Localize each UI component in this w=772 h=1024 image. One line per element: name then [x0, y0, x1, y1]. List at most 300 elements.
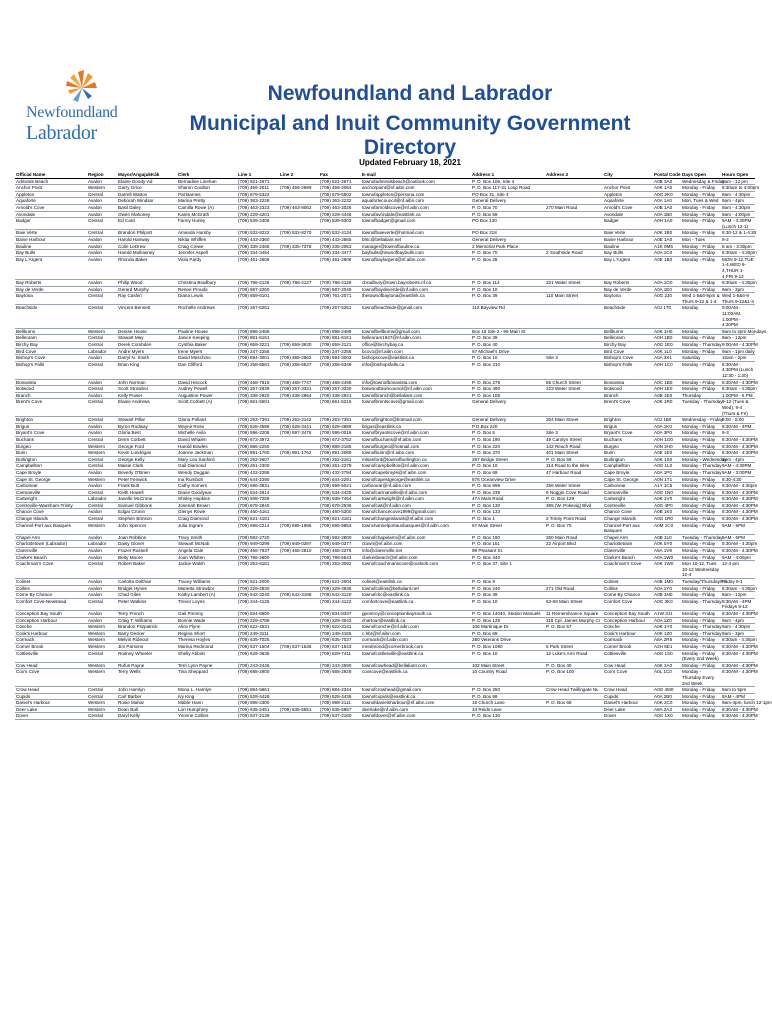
table-cell: Crow Head Twillingate NL	[545, 687, 603, 694]
table-cell: Glenys Rowe	[177, 509, 237, 516]
table-cell: Collins	[15, 585, 87, 592]
table-cell: Camilla Rowe (A)	[177, 204, 237, 211]
table-row	[15, 706, 755, 713]
table-cell[interactable]: carbonear@nf.aibn.com	[361, 483, 471, 490]
column-header: Official Name	[15, 172, 87, 178]
table-cell	[279, 489, 319, 496]
table-cell: Wednesday & Friday	[682, 178, 725, 184]
table-cell: Aquaforte	[603, 198, 653, 205]
table-cell[interactable]: deerlake@nf.aibn.com	[361, 706, 471, 713]
table-cell: (709) 622-4531	[237, 624, 279, 631]
table-cell: (709) 884-2344	[319, 687, 361, 694]
table-cell: (709) 261-2279	[319, 463, 361, 470]
table-cell: Monday - Friday	[681, 483, 721, 490]
table-cell	[279, 713, 319, 720]
table-cell: (709) 456-2064	[319, 185, 361, 192]
table-cell[interactable]: townofbranch@bellaliant.com	[361, 392, 471, 399]
table-cell: Frank Butt	[117, 483, 177, 490]
table-cell[interactable]: townofcbc@eastlink.ca	[361, 592, 471, 599]
column-header: Clerk	[177, 172, 237, 178]
table-cell[interactable]: townofavondale@eastlink.ca	[361, 211, 471, 218]
table-cell[interactable]: info@townofbonavista.com	[361, 379, 471, 386]
table-cell: 110 Main Street	[545, 293, 603, 305]
table-cell	[279, 218, 319, 230]
table-cell: Gloria Pollard	[177, 417, 237, 424]
table-row	[15, 236, 755, 243]
table-cell: David Hiscock	[177, 379, 237, 386]
table-cell: A0A 1G0	[653, 280, 681, 287]
table-cell: 9am-4pm, lunch 12-1pm	[722, 700, 772, 706]
table-cell: (709) 456-2699	[279, 185, 319, 192]
table-cell: Monday - Friday	[681, 496, 721, 503]
table-cell: 22 Airport Blvd	[545, 541, 603, 548]
table-cell: 99 Pleasant St.	[471, 548, 545, 555]
table-cell[interactable]: anchorpoint@nf.aibn.com	[361, 185, 471, 192]
table-cell[interactable]: info@bishopsfalls.ca	[361, 361, 471, 379]
table-cell: P. O. Box 190	[471, 436, 545, 443]
table-cell: 49 Carolyn Street	[545, 436, 603, 443]
table-cell: Campbellton	[15, 463, 87, 470]
table-cell[interactable]: bcov1@nf.aibn.com	[361, 348, 471, 355]
table-cell: (709) 635-7025	[237, 637, 279, 644]
table-cell[interactable]: baybulls@townofbaybulls.com	[361, 250, 471, 257]
table-cell: Regina Short	[177, 630, 237, 637]
table-cell[interactable]: townofburgeo@hotmail.com	[361, 443, 471, 450]
table-row	[15, 211, 755, 218]
table-cell[interactable]: gpomroy@conceptionbaysouth.ca	[361, 610, 471, 617]
table-cell: Monday - Friday	[681, 541, 721, 548]
table-cell: Western	[87, 476, 117, 483]
table-cell[interactable]: thetownofbaytona@eastlink.ca	[361, 293, 471, 305]
table-cell	[279, 286, 319, 293]
table-cell: Colinet	[603, 579, 653, 586]
table-cell: Wednesday - Friday	[682, 417, 724, 423]
table-cell[interactable]: townofbaylargent@nf.aibn.com	[361, 256, 471, 279]
table-cell[interactable]: manager@townofbauline.ca	[361, 243, 471, 250]
table-cell[interactable]: aquafortecouncil@nf.aibn.com	[361, 198, 471, 205]
table-cell: A0H 1B0	[653, 335, 681, 342]
table-cell: Stewart Pillar	[117, 417, 177, 424]
table-cell: Corner Brook	[15, 643, 87, 650]
table-cell[interactable]: townofbryantscove@nf.aibn.com	[361, 430, 471, 437]
table-cell[interactable]: office@birchybay.ca	[361, 342, 471, 349]
table-row	[15, 399, 755, 417]
table-cell: P. O. Box 59	[545, 456, 603, 463]
table-cell: 9:00AM - 11:00AM, 1:00PM - 4:30PM	[721, 305, 755, 328]
table-cell[interactable]: townofburin@nf.aibn.com	[361, 450, 471, 457]
table-cell: Appleton	[15, 191, 87, 198]
table-cell: 8:30AM - 4:30PM	[721, 669, 755, 687]
table-cell: Bay de Verde	[603, 286, 653, 293]
table-cell[interactable]: townchannelportauxbasques@nf.aibn.com	[361, 522, 471, 534]
table-cell: P. O. Box 130	[471, 713, 545, 720]
table-cell[interactable]: cormack@nf.aibn.com	[361, 637, 471, 644]
table-cell: Appleton	[603, 191, 653, 198]
table-cell: 9am - 12 pm	[721, 178, 755, 185]
table-cell[interactable]: townofadmiralsbeach@outlook.com	[361, 178, 471, 185]
table-cell[interactable]: townofcapestgeorge@eastlink.ca	[361, 476, 471, 483]
table-cell: Harold Hanway	[117, 236, 177, 243]
table-cell: 106 Martinique Dr	[471, 624, 545, 631]
table-cell[interactable]: townofconche@nf.aibn.com	[361, 624, 471, 631]
table-cell: P. O. Box 10	[471, 463, 545, 470]
table-cell: Cupids	[603, 693, 653, 700]
table-cell: Cape Broyle	[603, 469, 653, 476]
table-cell: P. O. Box 40	[471, 342, 545, 349]
column-header: Days Open	[681, 172, 721, 178]
table-cell: Diane Goodyear	[177, 489, 237, 496]
table-row	[15, 598, 755, 610]
table-cell[interactable]: bhtc@bellaliant.net	[361, 236, 471, 243]
table-cell[interactable]: townofbellburns@gmail.com	[361, 328, 471, 335]
table-cell: 8:30AM - 4:30PM	[721, 650, 755, 662]
table-cell: Angela Gale	[177, 548, 237, 555]
table-cell: 1pm - 4pm	[721, 456, 755, 463]
table-cell: P. O. Box 70	[471, 204, 545, 211]
table-cell: Saturday	[681, 355, 721, 362]
table-cell: (709) 938-7259	[237, 496, 279, 503]
table-cell: 8am - 12pm	[721, 592, 755, 599]
table-cell: Birchy Bay	[603, 342, 653, 349]
table-cell[interactable]: mlsanford@townofburlington.ca	[361, 456, 471, 463]
table-cell: Scott Corbett (A)	[177, 399, 237, 417]
table-cell	[279, 211, 319, 218]
table-cell: 8:30AM - 4:30PM	[722, 489, 758, 495]
table-cell[interactable]: cbradbury@town.bayroberts.nf.ca	[361, 280, 471, 287]
table-cell: (709) 249-3111	[237, 630, 279, 637]
table-cell: P. O. Box 10	[471, 355, 545, 362]
table-cell: (709) 247-2256	[319, 348, 361, 355]
table-cell: A0K 1L0	[653, 348, 681, 355]
table-cell[interactable]: townofcartwright@nf.aibn.com	[361, 496, 471, 503]
table-cell: Central	[87, 305, 117, 328]
table-cell: Brigus	[603, 423, 653, 430]
table-cell: A0G 2K0	[653, 191, 681, 198]
table-cell: Craig T. Williams	[117, 617, 177, 624]
table-row	[15, 693, 755, 700]
table-cell: (709) 635-5551	[279, 706, 319, 713]
table-cell: Bay L'Argent	[603, 256, 653, 279]
table-cell: Monday - Friday (Every 2nd Week)	[681, 650, 721, 662]
table-cell: 9-12 (Tues & Wed), 9-4 (Thurs & Fri)	[721, 399, 755, 417]
table-cell: Coachman's Cove	[15, 561, 87, 579]
table-cell[interactable]: belleoram1947@nf.aibn.com	[361, 335, 471, 342]
table-cell: 9AM - 3:00PM	[721, 469, 755, 476]
table-cell	[279, 236, 319, 243]
table-cell	[545, 218, 603, 230]
table-cell: (709) 443-2360	[237, 236, 279, 243]
table-cell: Beachside	[603, 305, 653, 328]
table-cell[interactable]: townofcowhead@bellaliant.com	[361, 662, 471, 669]
table-cell: PO Box 130	[471, 218, 545, 230]
table-cell: A0G 1S0	[653, 650, 681, 662]
table-cell: (709) 597-3476	[279, 430, 319, 437]
table-row	[15, 305, 755, 328]
table-cell: Philip Wood	[117, 280, 177, 287]
table-cell: Carmanville	[603, 489, 653, 496]
table-cell: Edgar Cronin	[117, 509, 177, 516]
table-cell: P. O. Box 10	[471, 598, 545, 610]
table-cell[interactable]: townofchangeislands@nf.aibn.com	[361, 516, 471, 523]
table-cell: (709) 432-2288	[237, 469, 279, 476]
table-cell: A0G 4P0	[653, 502, 681, 509]
table-cell: Bonavista	[15, 379, 87, 386]
table-cell: Western	[87, 643, 117, 650]
updated-date: Updated February 18, 2021	[359, 158, 461, 167]
table-cell[interactable]: clarkesbeach@nf.aibn.com	[361, 554, 471, 561]
table-cell: (709) 881-6161	[319, 335, 361, 342]
table-cell: Coachman's Cove	[603, 561, 653, 579]
table-cell: Brent's Cove	[15, 399, 87, 417]
table-cell: A0G 1X0	[653, 713, 681, 720]
nl-logo	[22, 66, 142, 156]
table-cell: Western	[87, 662, 117, 669]
table-cell: 5 Park Street	[545, 643, 603, 650]
table-cell: P. O. Box 69	[471, 469, 545, 476]
table-cell[interactable]: mredmond@cornerbrook.com	[361, 643, 471, 650]
table-cell[interactable]: townofdover@nf.aibn.com	[361, 713, 471, 720]
table-cell: Crow Head	[603, 687, 653, 694]
table-cell: 8:30AM - 4:30pm	[722, 483, 758, 489]
table-cell: Western	[87, 450, 117, 457]
table-cell[interactable]: townofchancecove1999@gmail.com	[361, 509, 471, 516]
table-cell[interactable]: brigus@eastlink.ca	[361, 423, 471, 430]
table-cell: Monday - Friday	[681, 700, 721, 707]
table-cell[interactable]: townofbrentscove@gmail.com	[361, 399, 471, 417]
table-cell: Bay Bulls	[603, 250, 653, 257]
table-cell: (709) 461-2606	[237, 256, 279, 279]
table-cell: A0G 4M0	[653, 687, 681, 694]
table-row	[15, 342, 755, 349]
table-cell	[279, 585, 319, 592]
table-cell: (709) 463-2323	[237, 204, 279, 211]
table-cell: (709) 661-5216	[319, 399, 361, 417]
table-cell: A0A 2B0	[653, 693, 681, 700]
table-cell: (709) 886-2165	[319, 443, 361, 450]
table-cell: Central	[87, 687, 117, 694]
table-cell: 304 Main Street	[545, 417, 603, 424]
table-cell: Tuesday/Thursday/Fri	[682, 579, 727, 584]
table-cell[interactable]: townofarnoldscove@nf.aibn.com	[361, 204, 471, 211]
table-cell[interactable]: townofcollins@bellaliant.net	[361, 585, 471, 592]
table-cell: P. O. Box 10	[471, 650, 545, 662]
table-cell: Avalon	[87, 236, 117, 243]
table-cell: Lori Humphrey	[177, 706, 237, 713]
table-cell[interactable]: ctown@nf.aibn.com	[361, 541, 471, 548]
table-cell: Labrador	[87, 496, 117, 503]
table-cell: Bird Cove	[15, 348, 87, 355]
table-cell: Dean Ball	[117, 706, 177, 713]
table-cell: (709) 249-4155	[319, 630, 361, 637]
table-cell: 8:30AM - 4:30PM	[722, 548, 758, 554]
table-cell: Burin	[603, 450, 653, 457]
table-cell	[545, 399, 603, 417]
table-cell: Conception Harbour	[15, 617, 87, 624]
table-cell: Monday - Friday	[681, 280, 721, 287]
table-cell: 8:30AM - 4:30PM	[722, 643, 758, 649]
table-cell: (709) 258-6581	[237, 361, 279, 379]
table-cell: Monday - Friday	[681, 592, 721, 599]
table-cell[interactable]: townofbrighton@hotmail.com	[361, 417, 471, 424]
table-cell: 8:30AM - 4PM Fridays 9-12	[721, 598, 755, 610]
table-cell	[545, 693, 603, 700]
table-cell[interactable]: comfortcove@eastlink.ca	[361, 598, 471, 610]
table-cell[interactable]: townofcrowhead@gmail.com	[361, 687, 471, 694]
table-cell[interactable]: townofbaieverte@hotmail.com	[361, 230, 471, 237]
table-cell: Burlington	[603, 456, 653, 463]
table-cell: Charlottetown (Labrador)	[15, 541, 87, 548]
table-cell: Bonavista	[603, 379, 653, 386]
table-row	[15, 185, 755, 192]
table-cell: A0A 1B0	[653, 211, 681, 218]
table-cell: Joanne Jackman	[177, 450, 237, 457]
table-cell: A0J 1T0	[653, 305, 681, 328]
table-cell[interactable]: townofcupids@eastlink.ca	[361, 693, 471, 700]
table-cell: Monday - Friday	[681, 509, 721, 516]
column-header: Hours Open	[721, 172, 755, 178]
table-cell: Change Islands	[603, 516, 653, 523]
table-cell: Denise House	[117, 328, 177, 335]
table-cell: Avondale	[15, 211, 87, 218]
table-cell: 256 Water Street	[545, 483, 603, 490]
table-cell: (709) 637-1535	[279, 643, 319, 650]
table-cell: Monday - Friday	[681, 489, 721, 496]
table-cell: Monday - Friday	[681, 286, 721, 293]
table-cell[interactable]: townofcoachmanscove@outlook.com	[361, 561, 471, 579]
table-cell: A0M 1C0	[653, 522, 681, 534]
table-cell: Avalon	[87, 585, 117, 592]
table-cell[interactable]: townofcampbellton@nf.aibn.com	[361, 463, 471, 470]
table-cell	[279, 509, 319, 516]
table-cell: (709) 363-2228	[237, 198, 279, 205]
table-cell: (709) 528-4436	[319, 693, 361, 700]
table-cell: (709) 637-1543	[319, 643, 361, 650]
table-cell: Mon - Tues	[681, 236, 721, 243]
table-cell: (709) 363-2232	[319, 198, 361, 205]
table-cell[interactable]: townofbuchans@nf.aibn.com	[361, 436, 471, 443]
table-cell: (709) 257-3331	[279, 386, 319, 393]
table-row	[15, 436, 755, 443]
table-cell: Site 3	[545, 430, 603, 437]
table-cell: Central	[87, 361, 117, 379]
table-cell: Monday - Thursday	[681, 598, 721, 610]
table-cell: A0H 1A0	[653, 218, 681, 230]
table-cell: P. O. Box 100	[545, 669, 603, 687]
table-cell: Ray Cashin	[117, 293, 177, 305]
table-cell: Avalon	[87, 211, 117, 218]
table-cell: Monday - Friday	[681, 713, 721, 720]
table-cell[interactable]: c.hbr@nf.aibn.com	[361, 630, 471, 637]
table-cell: P. O. Box 39	[471, 293, 545, 305]
table-cell: Monday - Friday	[681, 554, 721, 561]
table-cell[interactable]: colinet@eastlink.ca	[361, 579, 471, 586]
table-cell[interactable]: townofcottlesville@eastlink.ca	[361, 650, 471, 662]
table-cell: A0A 3X1	[653, 355, 681, 362]
table-row	[15, 610, 755, 617]
table-cell: P.O.Box 220	[471, 423, 545, 430]
table-row	[15, 423, 755, 430]
table-cell: 9am - 1pm daily	[722, 348, 755, 354]
table-cell: Western	[87, 700, 117, 707]
table-cell: (709) 528-4588	[237, 423, 279, 430]
table-cell	[545, 335, 603, 342]
table-row	[15, 554, 755, 561]
table-cell: (709) 258-6346	[319, 361, 361, 379]
table-cell: (709) 229-4043	[319, 617, 361, 624]
table-row	[15, 713, 755, 720]
table-cell[interactable]: townofchapelarm@nf.aibn.com	[361, 534, 471, 541]
table-cell: Brighton	[15, 417, 87, 424]
table-cell: Central	[87, 191, 117, 198]
table-cell[interactable]: townofbaydeverde@nf.aibn.com	[361, 286, 471, 293]
table-cell	[545, 198, 603, 205]
table-cell[interactable]: townofappleton@persona.com	[361, 191, 471, 198]
table-cell: (709) 335-7378	[279, 243, 319, 250]
table-cell: (709) 229-4830	[237, 585, 279, 592]
table-cell: (709) 528-4428	[237, 693, 279, 700]
table-cell: Shirley Hopkins	[177, 496, 237, 503]
table-cell: A0E 1B0	[653, 256, 681, 279]
table-cell: A0A 1Y0	[653, 585, 681, 592]
table-cell[interactable]: bishopscove@eastlink.ca	[361, 355, 471, 362]
table-cell[interactable]: townofcapebroyle@nf.aibn.com	[361, 469, 471, 476]
table-cell: 11 Remembrance Square	[545, 610, 603, 617]
table-cell: Ivy King	[177, 693, 237, 700]
table-cell: Badger	[15, 218, 87, 230]
table-cell: Thursday	[681, 392, 721, 399]
table-cell: P. O. Box 57	[545, 624, 603, 631]
table-cell: (709) 263-7391	[237, 417, 279, 424]
table-cell: Monday - Friday	[681, 250, 721, 257]
table-cell[interactable]: townofbeachside@gmail.com	[361, 305, 471, 328]
table-cell: Avalon	[87, 256, 117, 279]
table-cell: (709) 884-5661	[237, 687, 279, 694]
table-cell: Peter Fenwick	[117, 476, 177, 483]
table-cell: 270 Main Road	[545, 204, 603, 211]
table-cell: 8:30AM - 4:30PM	[722, 443, 758, 449]
table-cell: Avalon	[87, 592, 117, 599]
table-cell[interactable]: coxscove@eastlink.ca	[361, 669, 471, 687]
table-cell	[603, 178, 653, 185]
table-cell[interactable]: townofcwt@nf.aibn.com	[361, 502, 471, 509]
table-cell: (709) 786-2128	[319, 280, 361, 287]
table-row	[15, 502, 755, 509]
table-cell[interactable]: townofdanielsharbour@nf.aibn.com	[361, 700, 471, 707]
table-cell: (709) 263-7391	[319, 417, 361, 424]
table-cell[interactable]: botwoodtowncouncil@nf.aibn.com	[361, 386, 471, 393]
table-cell: A0K 1R0	[653, 399, 681, 417]
table-cell[interactable]: info@clarenville.net	[361, 548, 471, 555]
table-cell: (709) 338-2920	[237, 392, 279, 399]
table-cell	[279, 399, 319, 417]
table-cell: P. O. Box 39	[471, 335, 545, 342]
table-cell: A0A 1Z0	[653, 617, 681, 624]
table-cell: (709) 229-4635	[319, 585, 361, 592]
table-cell: Rochelle Andrews	[177, 305, 237, 328]
table-cell	[279, 630, 319, 637]
table-cell[interactable]: townofbadger@gmail.com	[361, 218, 471, 230]
table-cell	[279, 469, 319, 476]
table-cell: Rodney Wheeler	[117, 650, 177, 662]
table-cell	[279, 293, 319, 305]
table-cell: George Ford	[117, 443, 177, 450]
table-cell: Marina Pretty	[177, 198, 237, 205]
table-cell[interactable]: townofcarmanville@nf.aibn.com	[361, 489, 471, 496]
table-cell[interactable]: chartour@eastlink.ca	[361, 617, 471, 624]
table-cell: (709) 456-2011	[237, 185, 279, 192]
table-cell	[279, 637, 319, 644]
table-cell: (709) 596-5021	[319, 483, 361, 490]
